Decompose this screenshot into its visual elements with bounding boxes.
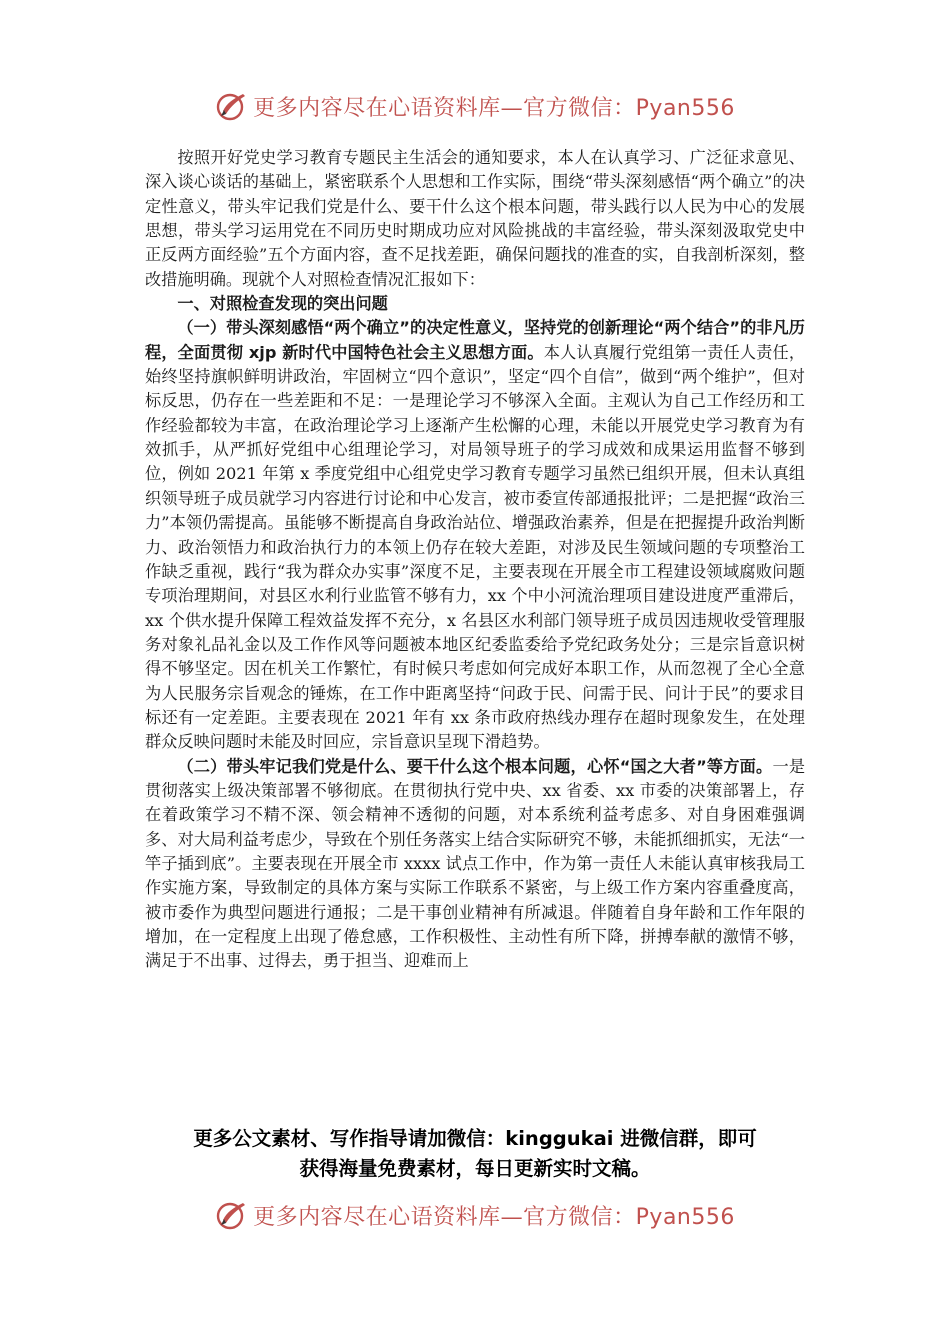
watermark-text: 更多内容尽在心语资料库—官方微信：Pyan556 <box>253 1204 735 1230</box>
section-1-title: （一）带头深刻感悟“两个确立”的决定性意义，坚持党的创新理论“两个结合”的非凡历程，全面贯彻 xjp 新时代中国特色社会主义思想方面。 <box>145 318 805 362</box>
document-body <box>145 146 805 974</box>
header-watermark <box>0 86 950 126</box>
section-1-paragraph <box>145 316 805 754</box>
footer-watermark <box>0 1195 950 1235</box>
section-2-paragraph <box>145 755 805 974</box>
section-1-body: 本人认真履行党组第一责任人责任，始终坚持旗帜鲜明讲政治，牢固树立“四个意识”，坚定“四个自信”，做到“两个维护”，但对标反思，仍存在一些差距和不足：一是理论学习不够深入全面。主观认为自己工作经历和工作经验都较为丰富，在政治理论学习上逐渐产生松懈的心理，未能以开展党史学习教育为有效抓手，从严抓好党组中心组理论学习，对局领导班子的学习成效和成果运用监督不够到位，例如 2021 年第 x 季度党组中心组党史学习教育专题学习虽然已组织开展，但未认真组织领导班子成员就学习内容进行讨论和中心发言，被市委宣传部通报批评；二是把握“政治三力”本领仍需提高。虽能够不断提高自身政治站位、增强政治素养，但是在把握提升政治判断力、政治领悟力和政治执行力的本领上仍存在较大差距，对涉及民生领域问题的专项整治工作缺乏重视，践行“我为群众办实事”深度不足，主要表现在开展全市工程建设领域腐败问题专项治理期间，对县区水利行业监管不够有力，xx 个中小河流治理项目建设进度严重滞后，xx 个供水提升保障工程效益发挥不充分，x 名县区水利部门领导班子成员因违规收受管理服务对象礼品礼金以及工作作风等问题被本地区纪委监委给予党纪政务处分；三是宗旨意识树得不够坚定。因在机关工作繁忙，有时候只考虑如何完成好本职工作，从而忽视了全心全意为人民服务宗旨观念的锤炼，在工作中距离坚持“问政于民、问需于民、问计于民”的要求目标还有一定差距。主要表现在 2021 年有 xx 条市政府热线办理存在超时现象发生，在处理群众反映问题时未能及时回应，宗旨意识呈现下滑趋势。 <box>145 342 806 752</box>
promo-line-2: 获得海量免费素材，每日更新实时文稿。 <box>299 1157 651 1180</box>
pen-logo-icon <box>215 89 249 123</box>
section-2-body: 一是贯彻落实上级决策部署不够彻底。在贯彻执行党中央、xx 省委、xx 市委的决策部署上，存在着政策学习不精不深、领会精神不透彻的问题，对本系统利益考虑多、对自身困难强调多、对大局利益考虑少，导致在个别任务落实上结合实际研究不够，未能抓细抓实，无法“一竿子插到底”。主要表现在开展全市 xxxx 试点工作中，作为第一责任人未能认真审核我局工作实施方案，导致制定的具体方案与实际工作联系不紧密，与上级工作方案内容重叠度高，被市委作为典型问题进行通报；二是干事创业精神有所减退。伴随着自身年龄和工作年限的增加，在一定程度上出现了倦怠感，工作积极性、主动性有所下降，拼搏奉献的激情不够，满足于不出事、过得去，勇于担当、迎难而上 <box>145 756 806 971</box>
promo-banner <box>0 1124 950 1184</box>
watermark-text: 更多内容尽在心语资料库—官方微信：Pyan556 <box>253 95 735 121</box>
heading-1: 一、对照检查发现的突出问题 <box>177 294 388 314</box>
pen-logo-icon <box>215 1198 249 1232</box>
promo-line-1: 更多公文素材、写作指导请加微信：kinggukai 进微信群，即可 <box>193 1127 757 1150</box>
intro-paragraph: 按照开好党史学习教育专题民主生活会的通知要求，本人在认真学习、广泛征求意见、深入谈心谈话的基础上，紧密联系个人思想和工作实际，围绕“带头深刻感悟“两个确立”的决定性意义，带头牢记我们党是什么、要干什么这个根本问题，带头践行以人民为中心的发展思想，带头学习运用党在不同历史时期成功应对风险挑战的丰富经验，带头深刻汲取党史中正反两方面经验”五个方面内容，查不足找差距，确保问题找的准查的实，自我剖析深刻，整改措施明确。现就个人对照检查情况汇报如下： <box>145 148 805 289</box>
section-2-title: （二）带头牢记我们党是什么、要干什么这个根本问题，心怀“国之大者”等方面。 <box>177 756 773 776</box>
